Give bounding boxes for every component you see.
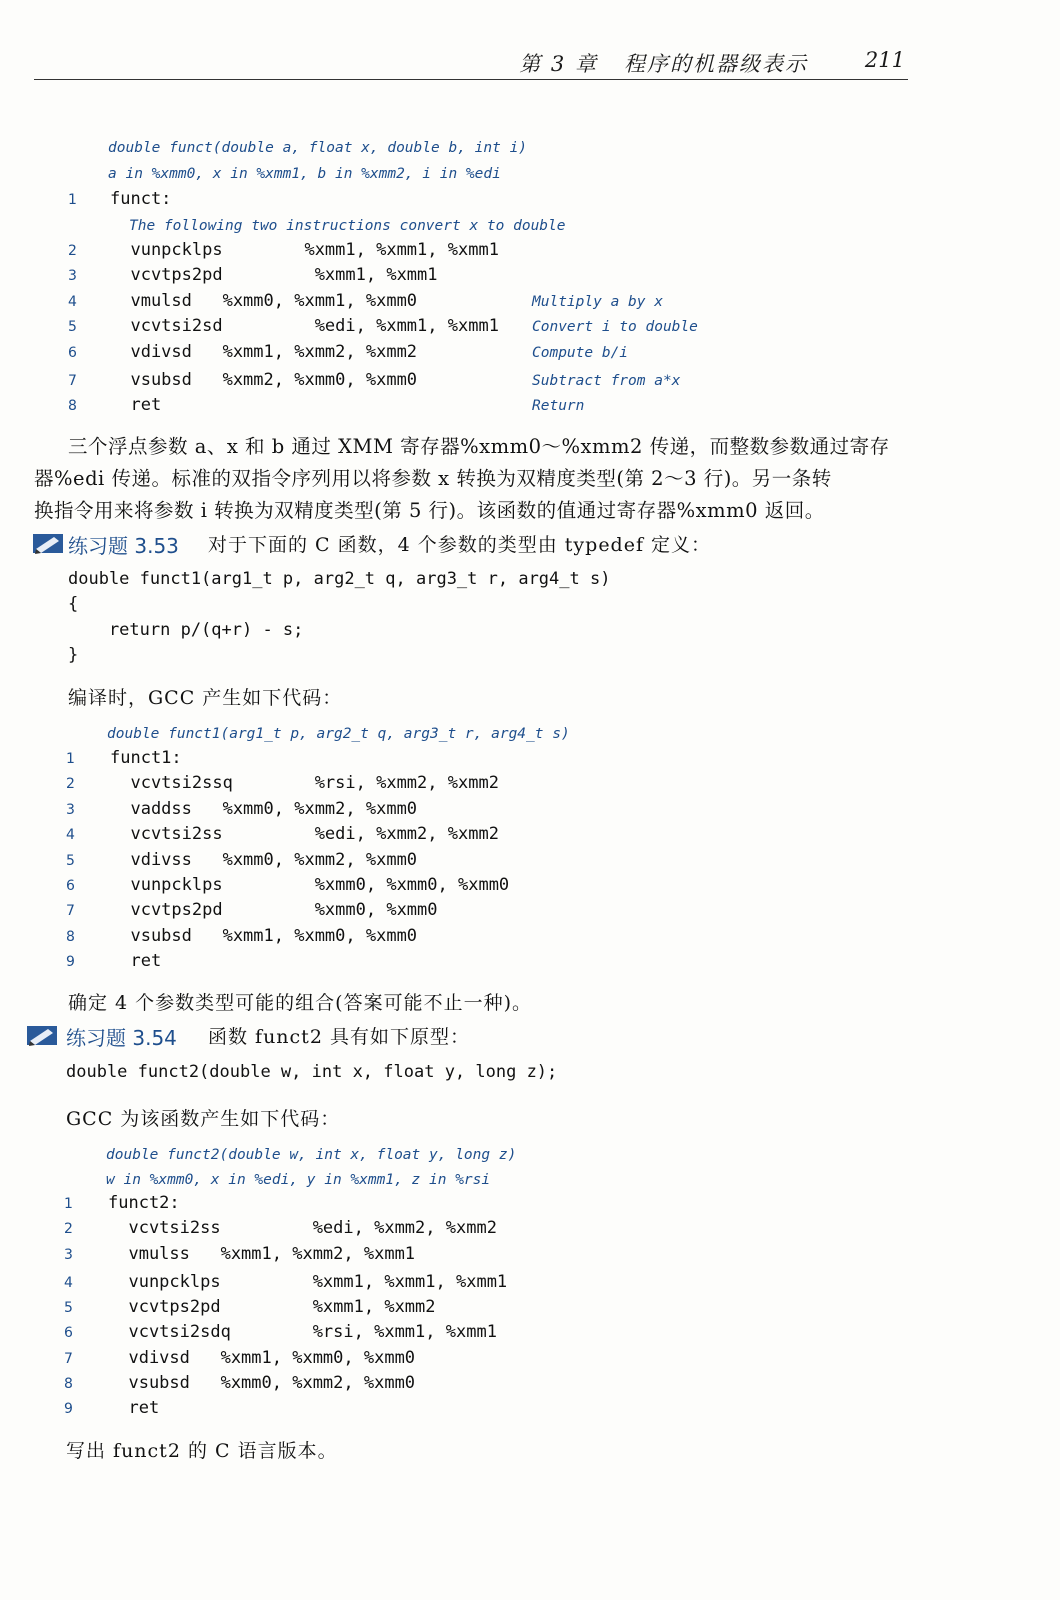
exercise54-prototype: double funct2(double w, int x, float y, long z); — [66, 1062, 558, 1082]
code-comment: Multiply a by x — [532, 294, 663, 310]
header-rule — [34, 79, 908, 80]
line-number: 2 — [66, 776, 75, 792]
exercise53-c-line3: return p/(q+r) - s; — [68, 620, 304, 640]
line-number: 8 — [64, 1376, 73, 1392]
line-number: 7 — [66, 903, 75, 919]
line-number: 8 — [68, 398, 77, 414]
exercise54-signature: double funct2(double w, int x, float y, long z) — [106, 1147, 517, 1163]
code-line: vdivss %xmm0, %xmm2, %xmm0 — [110, 850, 418, 870]
code-line: vcvtsi2ss %edi, %xmm2, %xmm2 — [108, 1218, 497, 1238]
code-line: vunpcklps %xmm1, %xmm1, %xmm1 — [108, 1272, 508, 1292]
code-line: vcvtps2pd %xmm1, %xmm1 — [110, 265, 438, 285]
paragraph1-line2: 器%edi 传递。标准的双指令序列用以将参数 x 转换为双精度类型(第 2～3 行)。另一条转 — [34, 467, 832, 490]
exercise-pencil-icon — [32, 531, 64, 555]
line-number: 7 — [64, 1351, 73, 1367]
exercise53-question: 确定 4 个参数类型可能的组合(答案可能不止一种)。 — [68, 992, 532, 1014]
line-number: 5 — [66, 853, 75, 869]
code-line: ret — [108, 1398, 160, 1418]
line-number: 2 — [64, 1221, 73, 1237]
code-line: vmulsd %xmm0, %xmm1, %xmm0 — [110, 291, 418, 311]
code-line: vmulss %xmm1, %xmm2, %xmm1 — [108, 1244, 416, 1264]
code-line: vdivsd %xmm1, %xmm2, %xmm2 — [110, 342, 418, 362]
line-number: 6 — [64, 1325, 73, 1341]
line-number: 6 — [68, 345, 77, 361]
code-line: funct1: — [110, 748, 182, 768]
code-comment: Subtract from a*x — [532, 373, 681, 389]
line-number: 1 — [64, 1196, 73, 1212]
code-line: vcvtsi2ssq %rsi, %xmm2, %xmm2 — [110, 773, 499, 793]
line-number: 3 — [64, 1247, 73, 1263]
exercise-pencil-icon — [26, 1023, 58, 1047]
line-number: 5 — [68, 319, 77, 335]
line-number: 9 — [66, 954, 75, 970]
code-line: vunpcklps %xmm1, %xmm1, %xmm1 — [110, 240, 499, 260]
line-number: 3 — [66, 802, 75, 818]
exercise54-text: 函数 funct2 具有如下原型： — [208, 1026, 470, 1048]
exercise54-regs: w in %xmm0, x in %edi, y in %xmm1, z in %rsi — [106, 1172, 491, 1188]
exercise53-title: 练习题 3.53 — [68, 534, 179, 558]
code-line: vcvtps2pd %xmm0, %xmm0 — [110, 900, 438, 920]
exercise53-compile-text: 编译时，GCC 产生如下代码： — [68, 687, 343, 709]
line-number: 4 — [66, 827, 75, 843]
line-number: 3 — [68, 268, 77, 284]
line-number: 9 — [64, 1401, 73, 1417]
exercise53-c-line4: } — [68, 645, 79, 665]
code-line: vcvtsi2ss %edi, %xmm2, %xmm2 — [110, 824, 499, 844]
line-number: 4 — [68, 294, 77, 310]
code-line: vsubsd %xmm2, %xmm0, %xmm0 — [110, 370, 418, 390]
listing1-note: The following two instructions convert x to double — [129, 218, 566, 234]
line-number: 1 — [68, 192, 77, 208]
listing1-signature: double funct(double a, float x, double b, int i) — [108, 140, 528, 156]
exercise54-title: 练习题 3.54 — [66, 1026, 177, 1050]
paragraph1-line3: 换指令用来将参数 i 转换为双精度类型(第 5 行)。该函数的值通过寄存器%xmm0 返回。 — [34, 499, 825, 522]
code-comment: Convert i to double — [532, 319, 698, 335]
exercise54-compile-text: GCC 为该函数产生如下代码： — [66, 1108, 341, 1130]
code-line: ret — [110, 395, 162, 415]
code-line: vcvtps2pd %xmm1, %xmm2 — [108, 1297, 436, 1317]
code-line: vaddss %xmm0, %xmm2, %xmm0 — [110, 799, 418, 819]
code-comment: Return — [532, 398, 585, 414]
code-line: vunpcklps %xmm0, %xmm0, %xmm0 — [110, 875, 510, 895]
code-line: vsubsd %xmm0, %xmm2, %xmm0 — [108, 1373, 416, 1393]
chapter-title: 第 3 章 程序的机器级表示 — [519, 52, 808, 76]
exercise54-question: 写出 funct2 的 C 语言版本。 — [66, 1440, 338, 1462]
code-line: funct2: — [108, 1193, 180, 1213]
line-number: 4 — [64, 1275, 73, 1291]
line-number: 5 — [64, 1300, 73, 1316]
line-number: 1 — [66, 751, 75, 767]
page-number: 211 — [864, 48, 905, 72]
code-line: ret — [110, 951, 162, 971]
code-line: vsubsd %xmm1, %xmm0, %xmm0 — [110, 926, 418, 946]
code-line: vcvtsi2sd %edi, %xmm1, %xmm1 — [110, 316, 499, 336]
code-comment: Compute b/i — [532, 345, 629, 361]
code-line: funct: — [110, 189, 172, 209]
code-line: vcvtsi2sdq %rsi, %xmm1, %xmm1 — [108, 1322, 497, 1342]
listing1-regs: a in %xmm0, x in %xmm1, b in %xmm2, i in %edi — [108, 166, 501, 182]
line-number: 7 — [68, 373, 77, 389]
paragraph1-line1: 三个浮点参数 a、x 和 b 通过 XMM 寄存器%xmm0～%xmm2 传递，而整数参数通过寄存 — [68, 435, 890, 458]
line-number: 2 — [68, 243, 77, 259]
line-number: 8 — [66, 929, 75, 945]
code-line: vdivsd %xmm1, %xmm0, %xmm0 — [108, 1348, 416, 1368]
exercise53-c-line1: double funct1(arg1_t p, arg2_t q, arg3_t r, arg4_t s) — [68, 569, 611, 589]
exercise53-c-line2: { — [68, 594, 79, 614]
page-header — [0, 48, 905, 82]
exercise53-text: 对于下面的 C 函数，4 个参数的类型由 typedef 定义： — [208, 534, 712, 556]
line-number: 6 — [66, 878, 75, 894]
exercise53-signature: double funct1(arg1_t p, arg2_t q, arg3_t r, arg4_t s) — [107, 726, 570, 742]
